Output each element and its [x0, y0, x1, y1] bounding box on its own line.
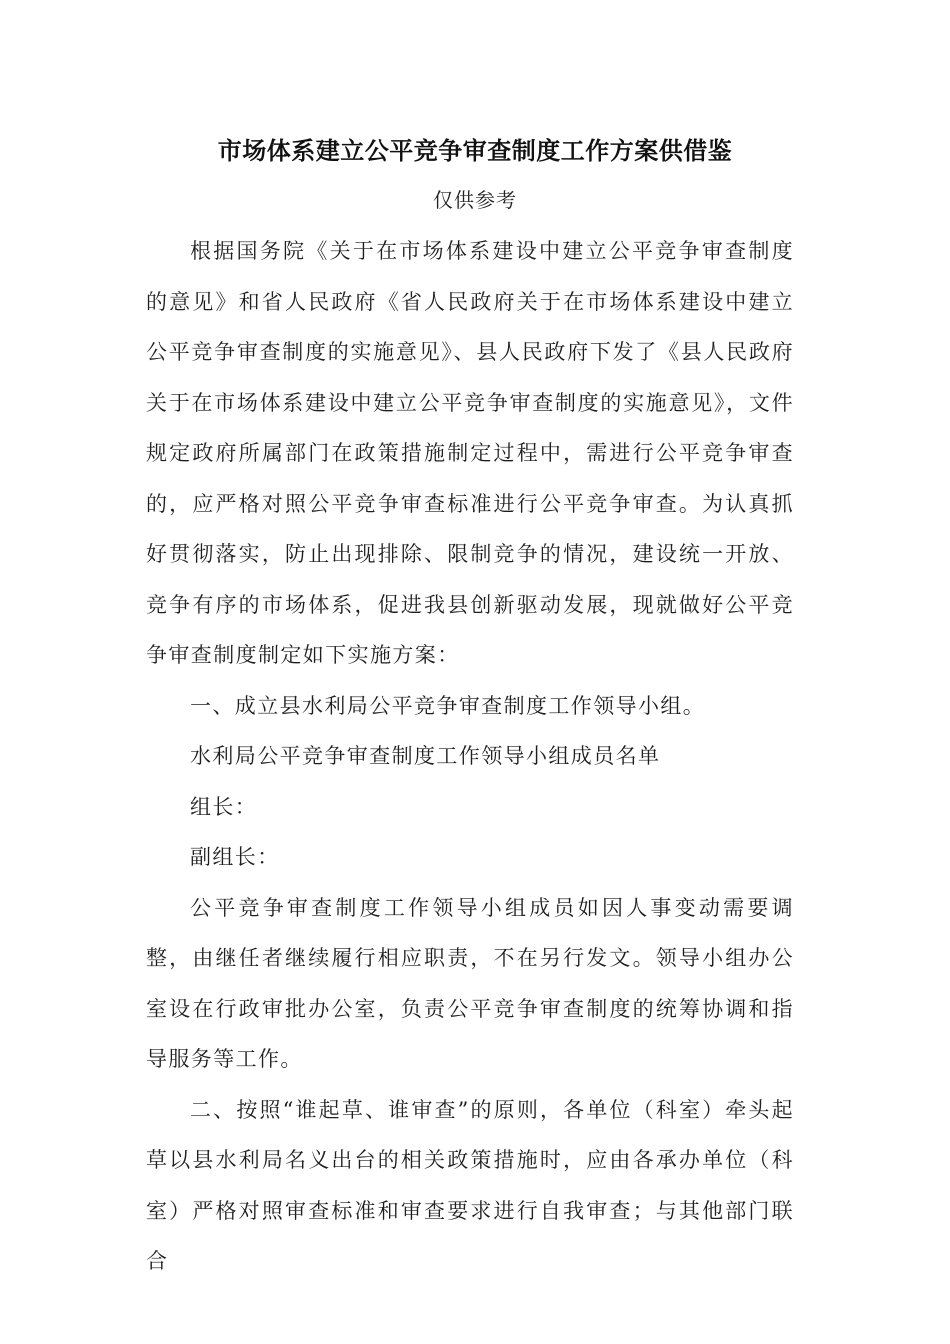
- paragraph-group-leader: 组长：: [190, 794, 258, 819]
- paragraph-section-two: 二、按照“谁起草、谁审查”的原则，各单位（科室）牵头起草以县水利局名义出台的相关政策措施时，应由各承办单位（科室）严格对照审查标准和审查要求进行自我审查；与其他部门联合: [146, 1097, 794, 1273]
- paragraph-member-list-heading: 水利局公平竞争审查制度工作领导小组成员名单: [190, 744, 661, 768]
- paragraph-member-adjustment: 公平竞争审查制度工作领导小组成员如因人事变动需要调整，由继任者继续履行相应职责，不在另行发文。领导小组办公室设在行政审批办公室，负责公平竞争审查制度的统筹协调和指导服务等工作。: [146, 895, 794, 1071]
- document-subtitle: 仅供参考: [433, 188, 517, 212]
- document-body: [146, 226, 794, 1287]
- paragraph-deputy-leader: 副组长：: [190, 845, 280, 869]
- paragraph-intro: 根据国务院《关于在市场体系建设中建立公平竞争审查制度的意见》和省人民政府《省人民政府关于在市场体系建设中建立公平竞争审查制度的实施意见》、县人民政府下发了《县人民政府关于在市场体系建设中建立公平竞争审查制度的实施意见》，文件规定政府所属部门在政策措施制定过程中，需进行公平竞争审查的，应严格对照公平竞争审查标准进行公平竞争审查。为认真抓好贯彻落实，防止出现排除、限制竞争的情况，建设统一开放、竞争有序的市场体系，促进我县创新驱动发展，现就做好公平竞争审查制度制定如下实施方案：: [146, 239, 794, 667]
- document-title: 市场体系建立公平竞争审查制度工作方案供借鉴: [217, 137, 733, 165]
- paragraph-section-one: 一、成立县水利局公平竞争审查制度工作领导小组。: [190, 693, 706, 718]
